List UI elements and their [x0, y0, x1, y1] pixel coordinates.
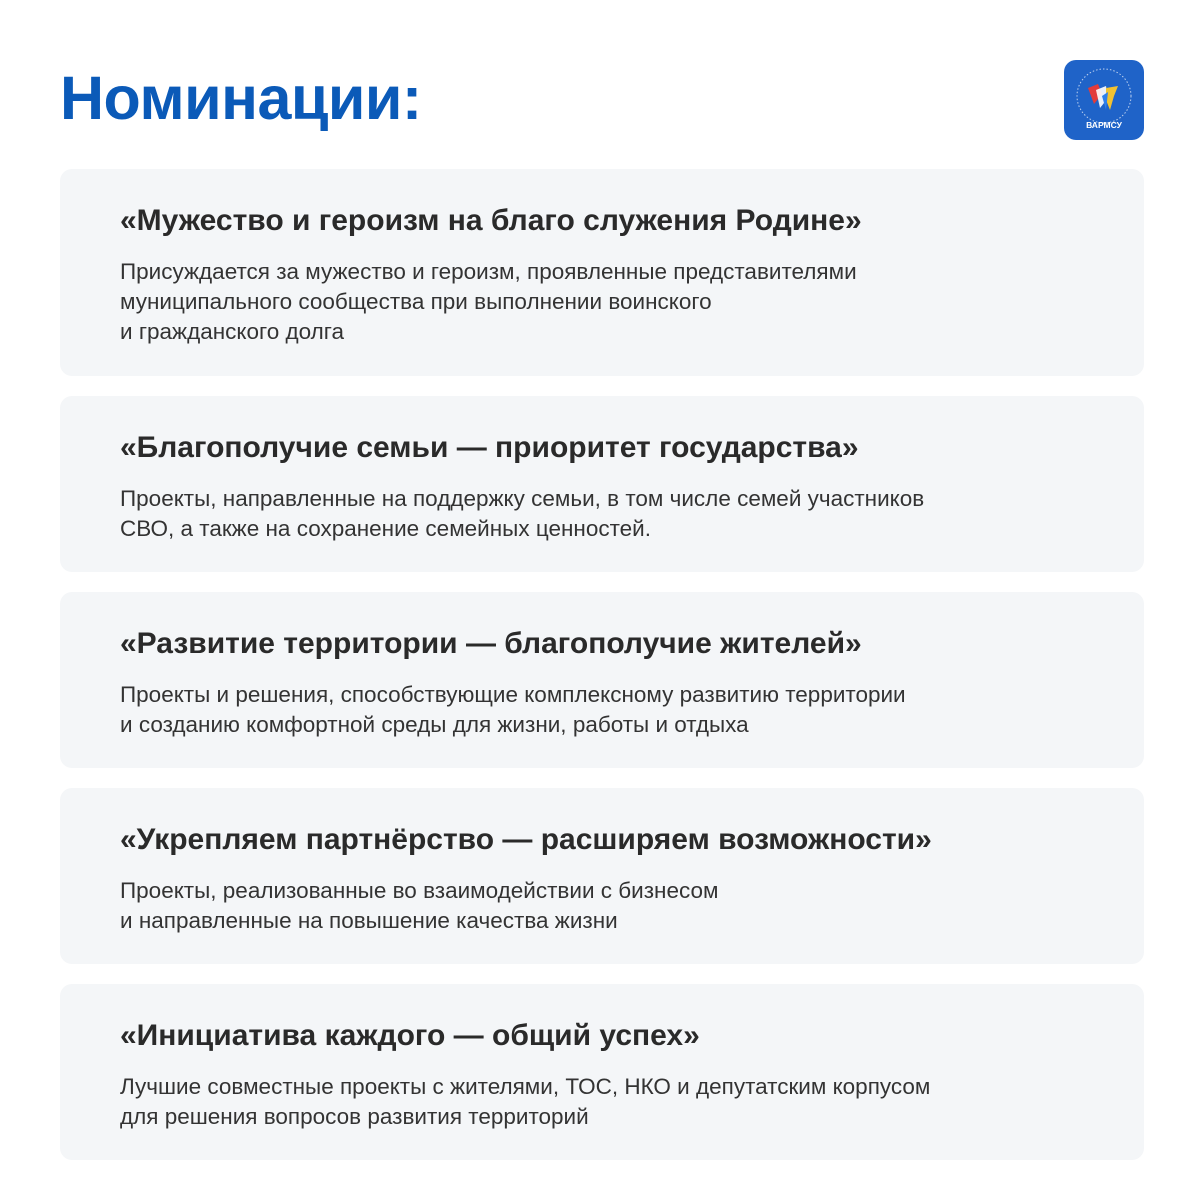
varmsu-emblem-icon	[1064, 60, 1144, 140]
nomination-description: Присуждается за мужество и героизм, проявленные представителями муниципального сообщества при выполнении воинского и гражданского долга	[120, 259, 857, 344]
nomination-card	[60, 984, 1144, 1160]
nomination-card	[60, 169, 1144, 376]
nomination-title: «Благополучие семьи — приоритет государства»	[120, 431, 859, 464]
page-title: Номинации:	[60, 64, 422, 132]
nomination-card	[60, 396, 1144, 572]
logo-text: ВАРМСУ	[1086, 120, 1122, 130]
nomination-description: Проекты, направленные на поддержку семьи, в том числе семей участников СВО, а также на сохранение семейных ценностей.	[120, 486, 925, 541]
nomination-card	[60, 592, 1144, 768]
nomination-title: «Укрепляем партнёрство — расширяем возможности»	[120, 823, 932, 856]
nomination-title: «Развитие территории — благополучие жителей»	[120, 627, 862, 660]
nomination-description: Проекты и решения, способствующие комплексному развитию территории и созданию комфортной среды для жизни, работы и отдыха	[120, 682, 906, 737]
nomination-description: Проекты, реализованные во взаимодействии с бизнесом и направленные на повышение качества жизни	[120, 878, 719, 933]
varmsu-logo	[1064, 60, 1144, 140]
nomination-title: «Инициатива каждого — общий успех»	[120, 1019, 700, 1052]
nomination-card	[60, 788, 1144, 964]
nomination-title: «Мужество и героизм на благо служения Родине»	[120, 204, 862, 237]
nomination-description: Лучшие совместные проекты с жителями, ТОС, НКО и депутатским корпусом для решения вопросов развития территорий	[120, 1074, 931, 1129]
